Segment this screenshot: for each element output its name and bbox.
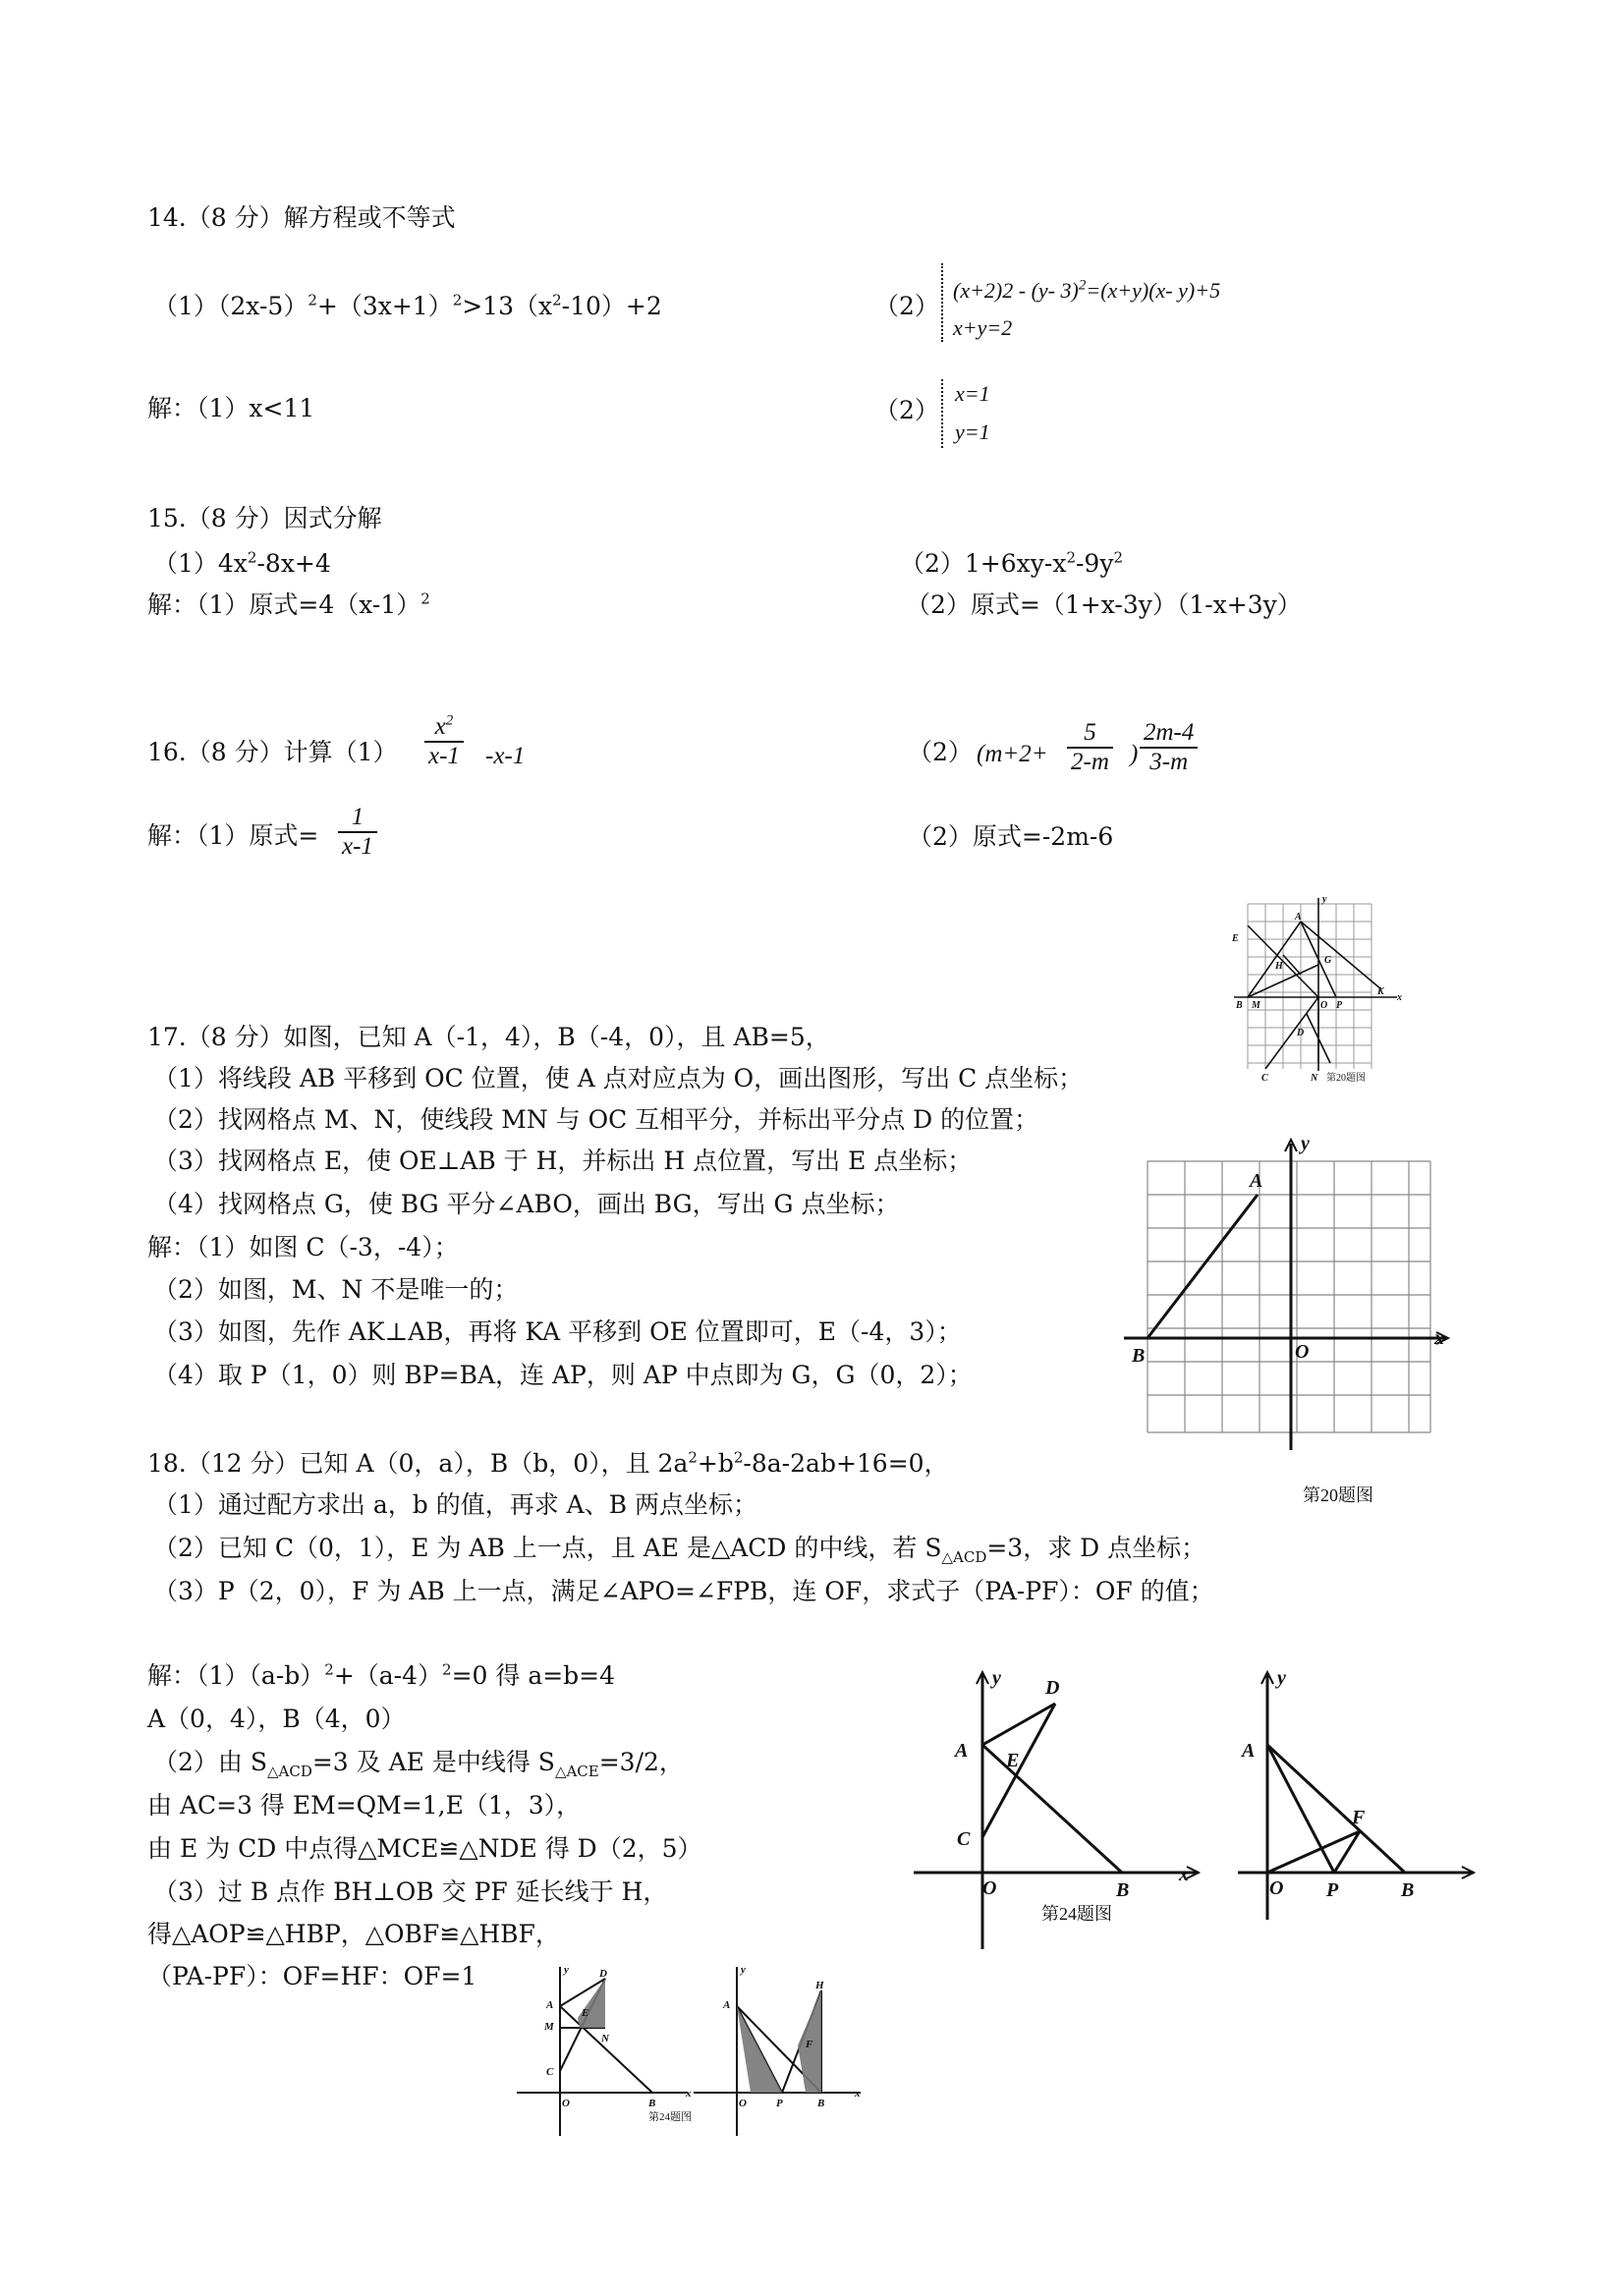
fig17-label-d: D <box>1297 1028 1305 1038</box>
fig24s-label-e: E <box>582 2007 589 2019</box>
q14-system-eq1: (x+2)2 - (y- 3)$^2$=(x+y)(x- y)+5 <box>953 277 1221 303</box>
q18-solution3-line2: 得△AOP≌△HBP，△OBF≌△HBF， <box>147 1920 560 1948</box>
q18-solution1: 解：$(1)(a-b)^2+(a-4)^2=0$ 得 a=b=4 <box>147 1660 616 1690</box>
q17-part4: （4）找网格点 G，使 BG 平分∠ABO，画出 BG，写出 G 点坐标； <box>153 1190 900 1218</box>
q14-answer1: 解：（1）x<11 <box>147 394 315 422</box>
fig24-diagram-right <box>1238 1664 1474 1920</box>
q14-answer2-x: x=1 <box>955 381 990 406</box>
fig17-label-e: E <box>1232 933 1239 944</box>
fig20-label-x: x <box>1434 1327 1444 1349</box>
fig24b-label-a: A <box>1242 1740 1256 1762</box>
fig24s-label-d: D <box>599 1968 607 1980</box>
fig24s-label-a1: A <box>546 1999 554 2011</box>
fig24-diagram-left <box>914 1664 1208 1959</box>
fig20-label-y: y <box>1301 1133 1310 1154</box>
fig24a-caption: 第24题图 <box>1041 1904 1112 1924</box>
q16-answer1-fraction: $\frac{1}{x-1}$ <box>338 804 377 861</box>
fig17-label-n: N <box>1311 1073 1318 1084</box>
fig24s-caption: 第24题图 <box>648 2111 692 2123</box>
fig17-solution-diagram <box>1228 894 1405 1084</box>
q17-solution3: （3）如图，先作 AK⊥AB，再将 KA 平移到 OE 位置即可，E（-4，3）； <box>153 1317 962 1346</box>
fig17-label-c: C <box>1261 1073 1268 1084</box>
fig24a-label-x: x <box>1179 1864 1189 1885</box>
fig24s-label-f: F <box>806 2039 813 2050</box>
fig24a-label-c: C <box>957 1828 971 1850</box>
fig17-label-h: H <box>1275 961 1283 972</box>
fig24a-label-o: O <box>982 1877 997 1899</box>
fig17-caption: 第20题图 <box>1326 1073 1366 1084</box>
q17-stem: 17.（8 分）如图，已知 A（-1，4），B（-4，0），且 AB=5， <box>147 1023 830 1051</box>
q17-solution4: （4）取 P（1，0）则 BP=BA，连 AP，则 AP 中点即为 G，G（0，2）； <box>153 1361 973 1389</box>
fig20-grid-diagram <box>1120 1130 1454 1503</box>
fig17-label-b: B <box>1236 1000 1243 1011</box>
fig20-label-a: A <box>1250 1170 1263 1192</box>
fig24a-label-y: y <box>992 1667 1001 1689</box>
q14-answer2-label: （2） <box>874 396 939 424</box>
q14-answer2-y: y=1 <box>955 420 990 444</box>
fig24s-label-m: M <box>544 2021 554 2033</box>
q18-part1: （1）通过配方求出 a，b 的值，再求 A、B 两点坐标； <box>153 1490 758 1519</box>
q14-answer-brace <box>941 379 943 448</box>
q16-heading: 16.（8 分）计算（1） <box>147 738 398 766</box>
fig24a-label-d: D <box>1045 1677 1060 1699</box>
q16-part2-label: （2） <box>908 738 973 766</box>
q18-solution2: （2）由 $S_{\triangle ACD}=3$ 及 AE 是中线得 $S_{\triangle ACE}=3/2$， <box>153 1748 684 1780</box>
q15-part2: $(2)1+6xy-x^2-9y^2$ <box>900 548 1124 578</box>
fig24s-label-y1: y <box>564 1964 569 1976</box>
fig17-label-m: M <box>1252 1000 1260 1011</box>
q18-part3: （3）P（2，0），F 为 AB 上一点，满足∠APO=∠FPB，连 OF，求式子（PA-PF）：OF 的值； <box>153 1577 1214 1605</box>
q18-part2: （2）已知 C（0，1），E 为 AB 上一点，且 AE 是△ACD 的中线，若 $S_{\triangle ACD}=3$，求 D 点坐标； <box>153 1534 1206 1566</box>
fig20-caption: 第20题图 <box>1303 1485 1373 1505</box>
fig17-label-a: A <box>1295 912 1302 923</box>
fig24a-label-a: A <box>955 1740 969 1762</box>
q17-part2: （2）找网格点 M、N，使线段 MN 与 OC 互相平分，并标出平分点 D 的位置； <box>153 1105 1039 1134</box>
fig24s-label-n: N <box>601 2033 609 2044</box>
fig24s-label-b2: B <box>817 2098 825 2109</box>
q16-fraction1: $\frac{x^2}{x-1}$ <box>424 713 464 770</box>
fig24a-label-b: B <box>1116 1879 1130 1901</box>
q15-heading: 15.（8 分）因式分解 <box>147 504 382 532</box>
q14-part1: $(1)(2x-5)^2+(3x+1)^2>13(x^2-10)+2$ <box>153 291 662 320</box>
fig24b-label-f: F <box>1352 1807 1366 1828</box>
fig24s-label-x2: x <box>855 2088 861 2100</box>
q18-solution2-line3: 由 E 为 CD 中点得△MCE≌△NDE 得 D（2，5） <box>147 1834 702 1863</box>
q18-solution2-line2: 由 AC=3 得 EM=QM=1,E（1，3）， <box>147 1791 582 1820</box>
fig24s-label-o1: O <box>562 2098 570 2109</box>
fig24s-label-a2: A <box>723 1999 731 2011</box>
q18-solution1-coords: A（0，4），B（4，0） <box>147 1705 406 1733</box>
q17-part1: （1）将线段 AB 平移到 OC 位置，使 A 点对应点为 O，画出图形，写出 C 点坐标； <box>153 1064 1084 1092</box>
fig24s-label-x1: x <box>686 2088 692 2100</box>
fig17-label-p: P <box>1336 1000 1343 1011</box>
fig24s-label-p: P <box>776 2098 783 2109</box>
q18-solution3-line3: （PA-PF）：OF=HF：OF=1 <box>147 1962 477 1990</box>
q17-solution2: （2）如图，M、N 不是唯一的； <box>153 1275 519 1304</box>
fig17-label-o: O <box>1320 1000 1328 1011</box>
q18-solution3: （3）过 B 点作 BH⊥OB 交 PF 延长线于 H， <box>153 1877 668 1906</box>
fig24s-label-b1: B <box>648 2098 656 2109</box>
fig24s-label-c: C <box>546 2066 554 2078</box>
fig17-label-y: y <box>1322 894 1327 905</box>
fig24s-label-y2: y <box>741 1964 746 1976</box>
q15-answer2: （2）原式=（1+x-3y）（1-x+3y） <box>906 590 1302 619</box>
q14-heading: 14.（8 分）解方程或不等式 <box>147 203 456 232</box>
q16-part2-open: (m+2+ <box>977 741 1048 767</box>
q16-part1-tail: -x-1 <box>485 743 526 769</box>
q16-answer1-label: 解：（1）原式= <box>147 821 319 850</box>
fig24b-label-b: B <box>1401 1879 1415 1901</box>
q16-answer2: （2）原式=-2m-6 <box>908 822 1114 851</box>
q15-answer1: 解：（1）原式$=4(x-1)^2$ <box>147 589 430 619</box>
fig24a-label-e: E <box>1006 1750 1020 1771</box>
q16-fraction2: $\frac{5}{2-m}$ <box>1067 719 1113 776</box>
fig24s-label-o2: O <box>739 2098 747 2109</box>
q16-part2-close: ) <box>1130 741 1139 767</box>
fig24b-label-o: O <box>1269 1877 1284 1899</box>
fig20-label-b: B <box>1132 1345 1146 1367</box>
q18-stem: 18.（12 分）已知 A（0，a），B（b，0），且 $2a^2+b^2-8a-2ab+16=0$， <box>147 1448 949 1478</box>
q17-solution1: 解：（1）如图 C（-3，-4）； <box>147 1233 459 1261</box>
fig20-label-o: O <box>1295 1341 1310 1363</box>
fig24s-label-h: H <box>815 1980 824 1991</box>
q17-part3: （3）找网格点 E，使 OE⊥AB 于 H，并标出 H 点位置，写出 E 点坐标； <box>153 1147 973 1175</box>
q15-part1: $(1)4x^2-8x+4$ <box>153 548 331 578</box>
q14-system-brace <box>941 263 943 342</box>
q14-part2-label: （2） <box>874 292 939 320</box>
q16-fraction3: $\frac{2m-4}{3-m}$ <box>1140 719 1198 776</box>
fig24-solution-diagram <box>511 1963 865 2150</box>
fig17-label-g: G <box>1324 955 1332 966</box>
fig24b-label-p: P <box>1326 1879 1339 1901</box>
q14-system-eq2: x+y=2 <box>953 315 1013 340</box>
fig17-label-k: K <box>1377 986 1384 997</box>
fig17-label-x: x <box>1397 992 1402 1003</box>
fig24b-label-y: y <box>1277 1667 1286 1689</box>
